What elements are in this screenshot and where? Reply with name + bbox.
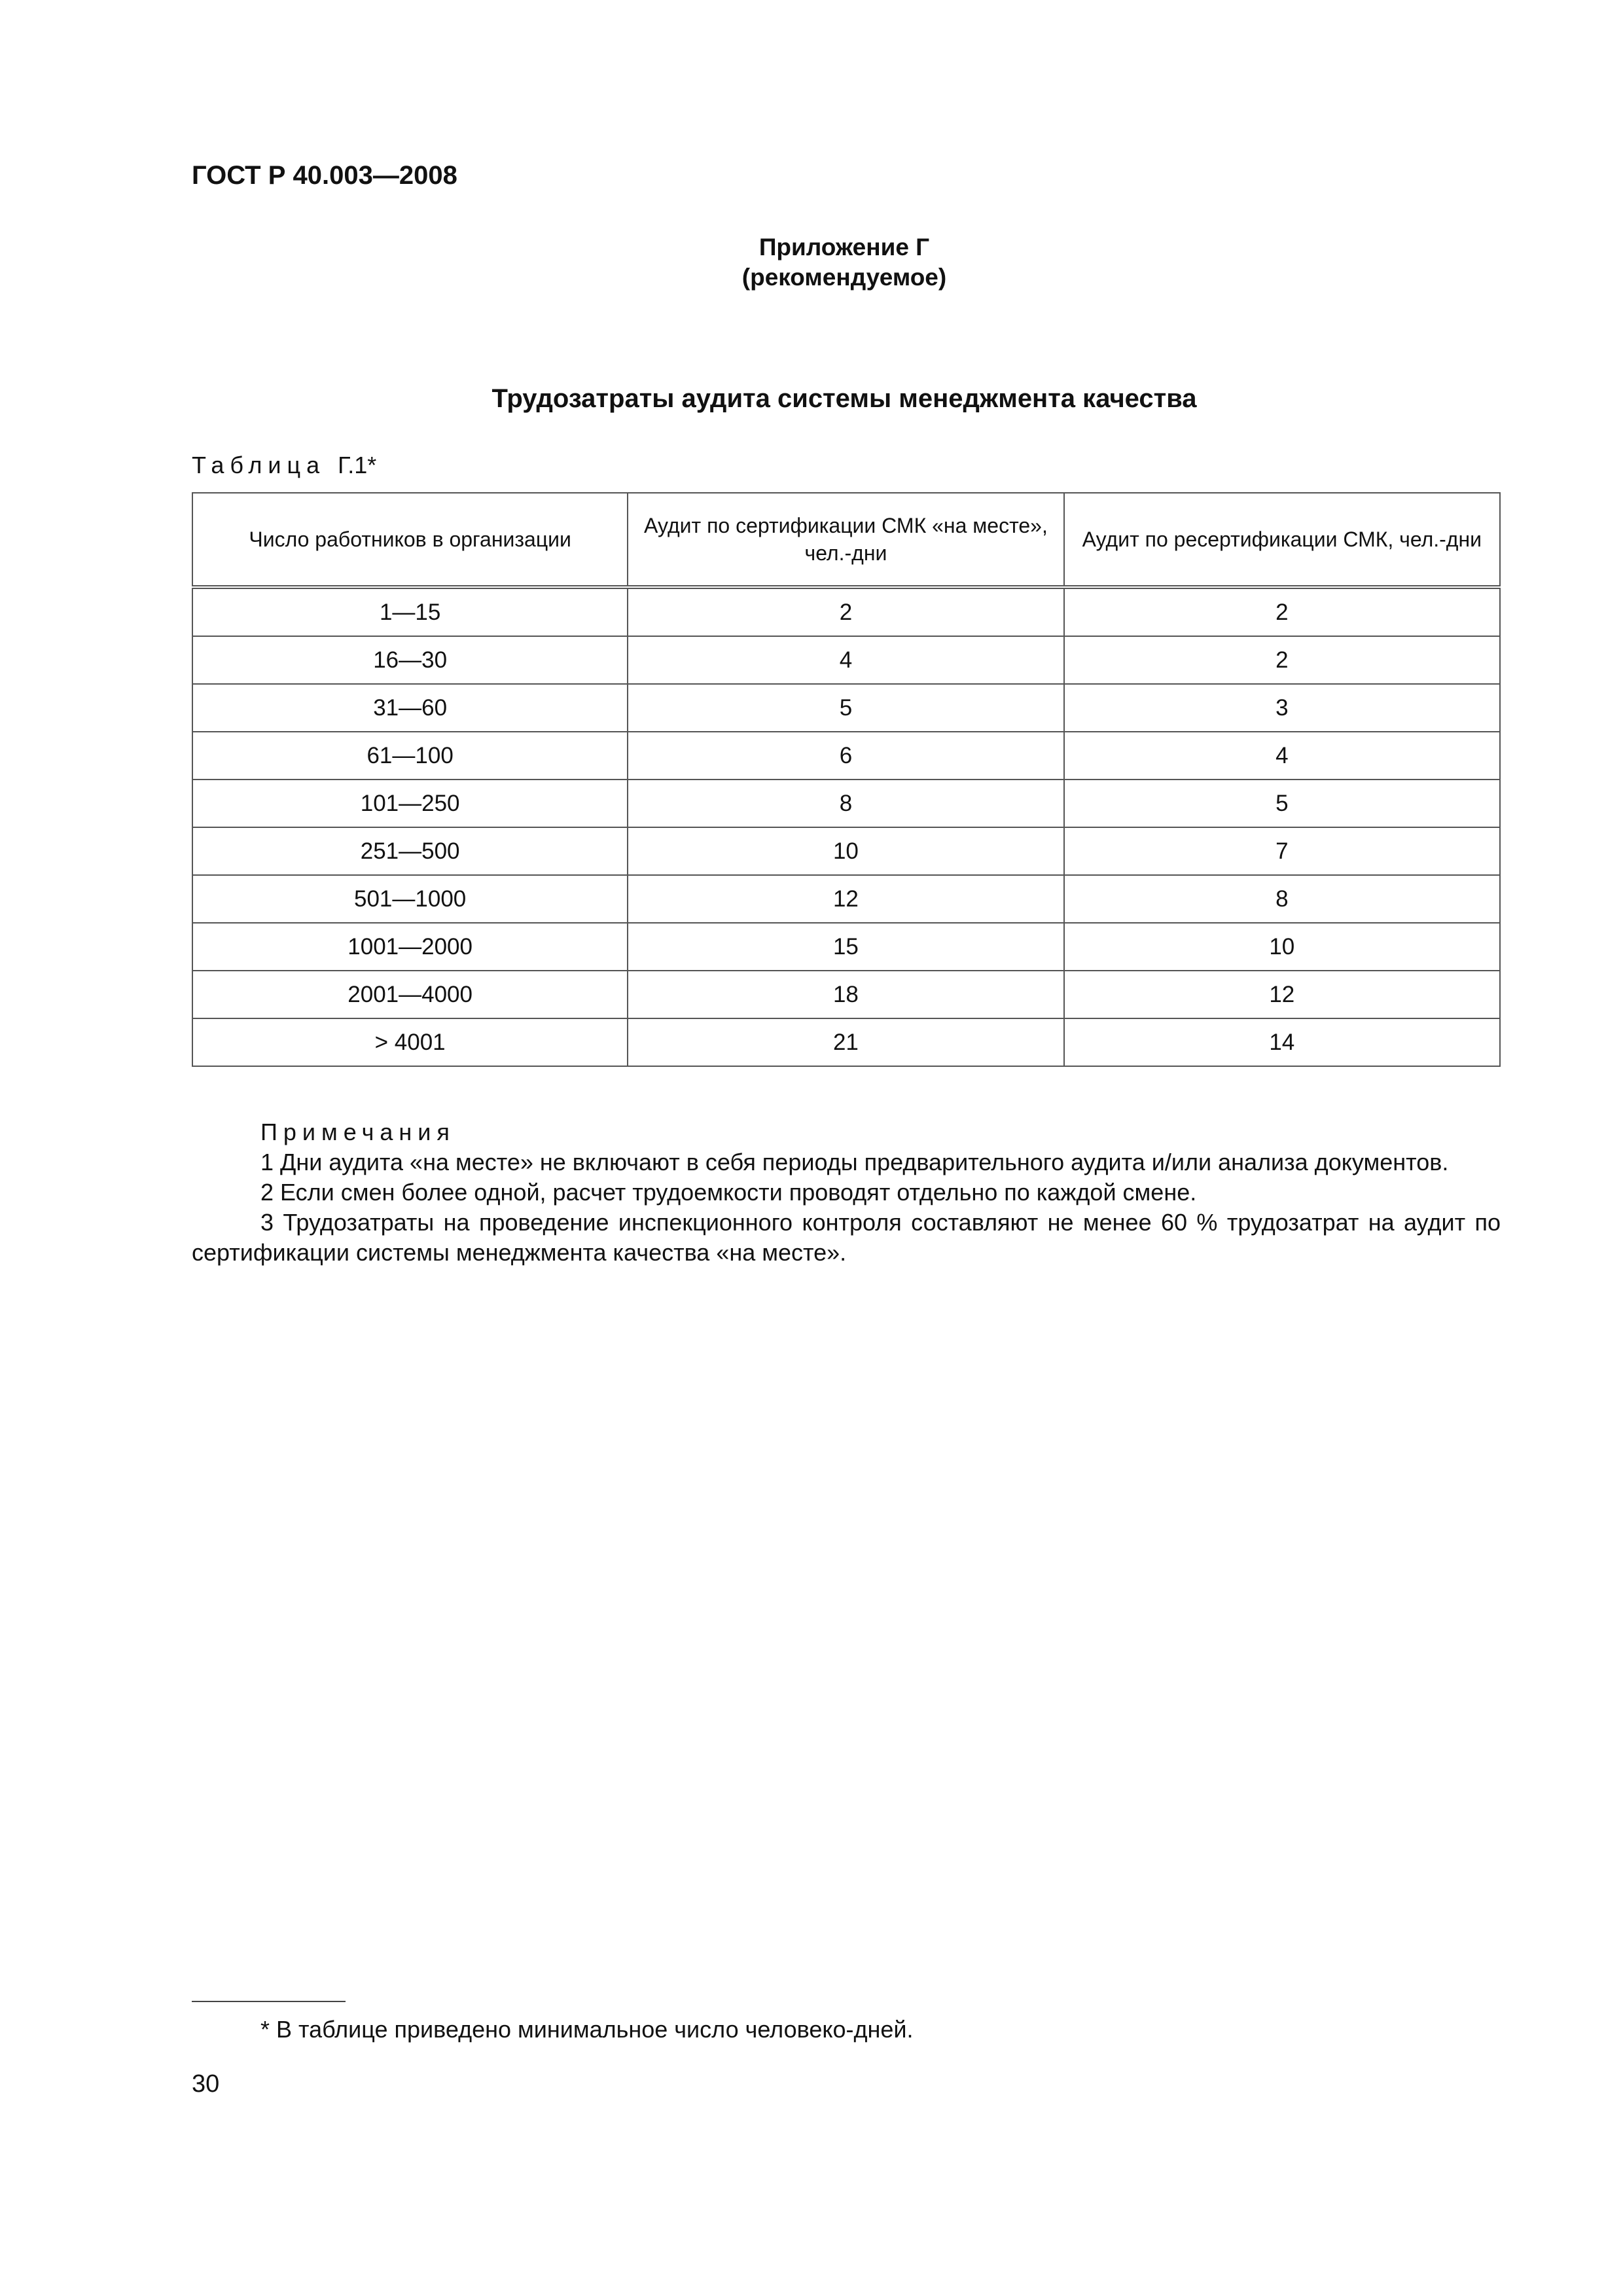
table-cell: 4	[1064, 732, 1500, 780]
table-cell: 10	[1064, 923, 1500, 971]
table-cell: 12	[628, 875, 1063, 923]
table-row	[192, 684, 1500, 732]
table-cell: 18	[628, 971, 1063, 1018]
page-title: Трудозатраты аудита системы менеджмента качества	[491, 384, 1197, 413]
table-cell: 15	[628, 923, 1063, 971]
table-cell: 101—250	[192, 780, 628, 827]
table-cell: > 4001	[192, 1018, 628, 1066]
page-number: 30	[192, 2070, 220, 2098]
table-cell: 21	[628, 1018, 1063, 1066]
table-cell: 5	[628, 684, 1063, 732]
table-row	[192, 827, 1500, 875]
table-row	[192, 587, 1500, 636]
footnote: * В таблице приведено минимальное число человеко-дней.	[260, 2016, 914, 2043]
table-cell: 1001—2000	[192, 923, 628, 971]
table-cell: 251—500	[192, 827, 628, 875]
table-caption	[192, 452, 376, 479]
table-cell: 2	[1064, 636, 1500, 684]
annex-heading	[0, 232, 1623, 293]
table-row	[192, 636, 1500, 684]
table-caption-word: Таблица	[192, 452, 326, 478]
table-cell: 1—15	[192, 587, 628, 636]
notes-title: Примечания	[260, 1119, 455, 1145]
column-header-employees: Число работников в организации	[192, 493, 628, 587]
table-cell: 12	[1064, 971, 1500, 1018]
table-cell: 8	[1064, 875, 1500, 923]
table-row	[192, 875, 1500, 923]
column-header-recertification: Аудит по ресертификации СМК, чел.-дни	[1064, 493, 1500, 587]
table-cell: 501—1000	[192, 875, 628, 923]
table-cell: 2	[1064, 587, 1500, 636]
note-item: 3 Трудозатраты на проведение инспекционного контроля составляют не менее 60 % трудозатрат на аудит по сертификации системы менеджмента качества «на месте».	[192, 1209, 1501, 1266]
table-cell: 2	[628, 587, 1063, 636]
table-cell: 61—100	[192, 732, 628, 780]
notes-section	[192, 1117, 1501, 1268]
table-row	[192, 971, 1500, 1018]
note-item: 2 Если смен более одной, расчет трудоемкости проводят отдельно по каждой смене.	[260, 1179, 1197, 1206]
table-row	[192, 780, 1500, 827]
table-cell: 2001—4000	[192, 971, 628, 1018]
table-cell: 4	[628, 636, 1063, 684]
table-cell: 31—60	[192, 684, 628, 732]
table-caption-number: Г.1*	[338, 452, 377, 478]
table-cell: 10	[628, 827, 1063, 875]
document-code-header: ГОСТ Р 40.003—2008	[192, 161, 457, 190]
footnote-divider	[192, 2001, 346, 2002]
table-cell: 16—30	[192, 636, 628, 684]
table-cell: 5	[1064, 780, 1500, 827]
table-header-row	[192, 493, 1500, 587]
table-cell: 8	[628, 780, 1063, 827]
table-cell: 14	[1064, 1018, 1500, 1066]
labor-table	[192, 492, 1501, 1067]
annex-subtitle: (рекомендуемое)	[741, 264, 947, 291]
annex-title: Приложение Г	[758, 234, 930, 260]
table-cell: 3	[1064, 684, 1500, 732]
table-row	[192, 732, 1500, 780]
table-cell: 7	[1064, 827, 1500, 875]
table-row	[192, 923, 1500, 971]
note-item: 1 Дни аудита «на месте» не включают в себя периоды предварительного аудита и/или анализа документов.	[260, 1149, 1449, 1175]
column-header-certification: Аудит по сертификации СМК «на месте», чел.-дни	[628, 493, 1063, 587]
table-row	[192, 1018, 1500, 1066]
table-cell: 6	[628, 732, 1063, 780]
